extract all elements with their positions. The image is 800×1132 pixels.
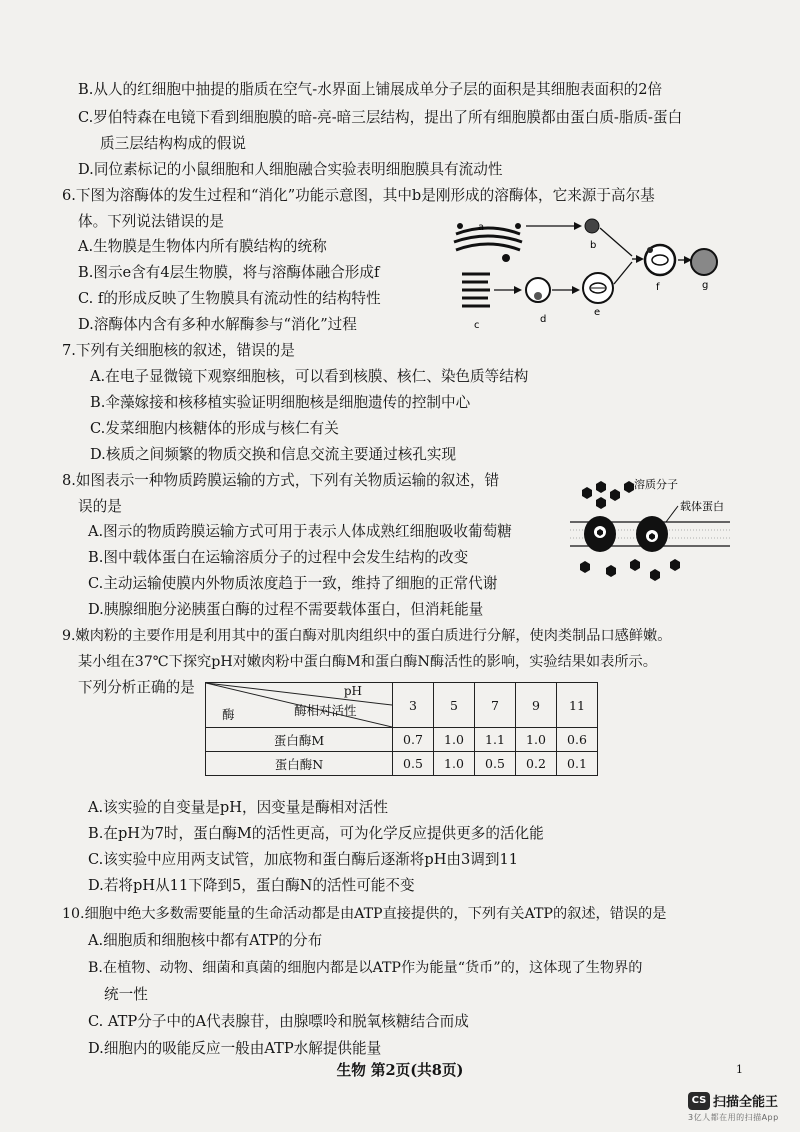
q9-option-d: D.若将pH从11下降到5，蛋白酶N的活性可能不变 [88,877,415,894]
q5-option-c-cont: 质三层结构构成的假说 [100,135,246,152]
solute-molecules-top [582,481,634,509]
table-diagonal-header [206,683,393,728]
q10-option-d: D.细胞内的吸能反应一般由ATP水解提供能量 [88,1040,382,1057]
q6-option-a: A.生物膜是生物体内所有膜结构的统称 [78,238,327,255]
table-cell: 1.0 [516,728,557,752]
solute-molecules-bottom [580,559,680,581]
scanner-watermark [688,1090,779,1123]
ph-header-cell: 7 [475,683,516,728]
ph-header-cell: 3 [393,683,434,728]
q5-option-d: D.同位素标记的小鼠细胞和人细胞融合实验表明细胞膜具有流动性 [78,161,503,178]
lysosome-figure [448,212,718,334]
page-footer: 生物 第2页(共8页) [336,1062,464,1079]
table-cell: 0.5 [393,752,434,776]
label-e: e [594,307,601,318]
q8-option-d: D.胰腺细胞分泌胰蛋白酶的过程不需要载体蛋白，但消耗能量 [88,601,484,618]
q6-option-c: C. f的形成反映了生物膜具有流动性的结构特性 [78,290,381,307]
scanner-logo: CS [688,1092,710,1110]
scanner-name: 扫描全能王 [713,1095,779,1110]
q7-option-c: C.发菜细胞内核糖体的形成与核仁有关 [90,420,339,437]
table-cell: 1.1 [475,728,516,752]
q9-option-a: A.该实验的自变量是pH，因变量是酶相对活性 [88,799,388,816]
q6-option-b: B.图示e含有4层生物膜，将与溶酶体融合形成f [78,264,380,281]
label-d: d [540,314,547,325]
table-header-row [206,683,598,728]
residual-body-g [691,249,717,275]
table-cell: 0.1 [557,752,598,776]
ph-header-cell: 5 [434,683,475,728]
q7-option-a: A.在电子显微镜下观察细胞核，可以看到核膜、核仁、染色质等结构 [90,368,529,385]
q5-option-c: C.罗伯特森在电镜下看到细胞膜的暗-亮-暗三层结构，提出了所有细胞膜都由蛋白质-脂质-蛋白 [78,109,683,126]
q10-option-a: A.细胞质和细胞核中都有ATP的分布 [88,932,323,949]
q7-option-b: B.伞藻嫁接和核移植实验证明细胞核是细胞遗传的控制中心 [90,394,471,411]
q10-option-b-cont: 统一性 [104,986,148,1003]
label-c: c [474,320,480,331]
scanner-tagline: 3亿人都在用的扫描App [688,1113,779,1122]
q7-option-d: D.核质之间频繁的物质交换和信息交流主要通过核孔实现 [90,446,457,463]
table-cell: 0.6 [557,728,598,752]
q6-stem-cont: 体。下列说法错误的是 [78,213,224,230]
enzyme-activity-table [205,682,598,776]
table-cell: 0.5 [475,752,516,776]
q8-stem: 8.如图表示一种物质跨膜运输的方式，下列有关物质运输的叙述，错 [62,472,500,489]
label-a: a [478,222,485,233]
header-enzyme: 酶 [222,707,235,722]
carrier-protein-right [636,516,668,552]
ph-header-cell: 11 [557,683,598,728]
q7-stem: 7.下列有关细胞核的叙述，错误的是 [62,342,295,359]
q10-stem: 10.细胞中绝大多数需要能量的生命活动都是由ATP直接提供的，下列有关ATP的叙述，错误的是 [62,906,667,922]
q6-option-d: D.溶酶体内含有多种水解酶参与“消化”过程 [78,316,357,333]
label-f: f [656,282,660,293]
table-row [206,728,598,752]
q8-option-c: C.主动运输使膜内外物质浓度趋于一致，维持了细胞的正常代谢 [88,575,498,592]
table-cell: 1.0 [434,752,475,776]
row-name: 蛋白酶N [206,752,393,776]
q6-stem: 6.下图为溶酶体的发生过程和“消化”功能示意图，其中b是刚形成的溶酶体，它来源于高尔基 [62,187,655,204]
table-cell: 0.7 [393,728,434,752]
label-b: b [590,240,597,251]
carrier-protein-figure [570,476,730,586]
carrier-label: 载体蛋白 [680,500,724,513]
label-g: g [702,280,709,291]
q9-stem: 9.嫩肉粉的主要作用是利用其中的蛋白酶对肌肉组织中的蛋白质进行分解，使肉类制品口感鲜嫩。 [62,628,672,644]
solute-label: 溶质分子 [634,478,678,491]
table-cell: 1.0 [434,728,475,752]
q10-option-c: C. ATP分子中的A代表腺苷，由腺嘌呤和脱氧核糖结合而成 [88,1013,469,1030]
page-mark: 1 [736,1063,743,1076]
q9-option-b: B.在pH为7时，蛋白酶M的活性更高，可为化学反应提供更多的活化能 [88,825,544,842]
lysosome-b [585,219,599,233]
q10-option-b: B.在植物、动物、细菌和真菌的细胞内都是以ATP作为能量“货币”的，这体现了生物界的 [88,960,643,976]
endoplasmic-reticulum [462,274,490,306]
q8-option-a: A.图示的物质跨膜运输方式可用于表示人体成熟红细胞吸收葡萄糖 [88,523,512,540]
header-activity: 酶相对活性 [294,703,357,718]
q5-option-b: B.从人的红细胞中抽提的脂质在空气-水界面上铺展成单分子层的面积是其细胞表面积的2倍 [78,81,663,98]
q9-option-c: C.该实验中应用两支试管，加底物和蛋白酶后逐渐将pH由3调到11 [88,851,519,868]
table-cell: 0.2 [516,752,557,776]
header-ph: pH [343,684,362,698]
table-row [206,752,598,776]
row-name: 蛋白酶M [206,728,393,752]
ph-header-cell: 9 [516,683,557,728]
q8-stem-cont: 误的是 [78,498,122,515]
golgi-apparatus [454,228,522,250]
q9-stem-cont: 某小组在37℃下探究pH对嫩肉粉中蛋白酶M和蛋白酶N酶活性的影响，实验结果如表所示。 [78,654,657,670]
q9-stem-end: 下列分析正确的是 [78,679,195,696]
carrier-protein-left [584,516,616,552]
q8-option-b: B.图中载体蛋白在运输溶质分子的过程中会发生结构的改变 [88,549,469,566]
